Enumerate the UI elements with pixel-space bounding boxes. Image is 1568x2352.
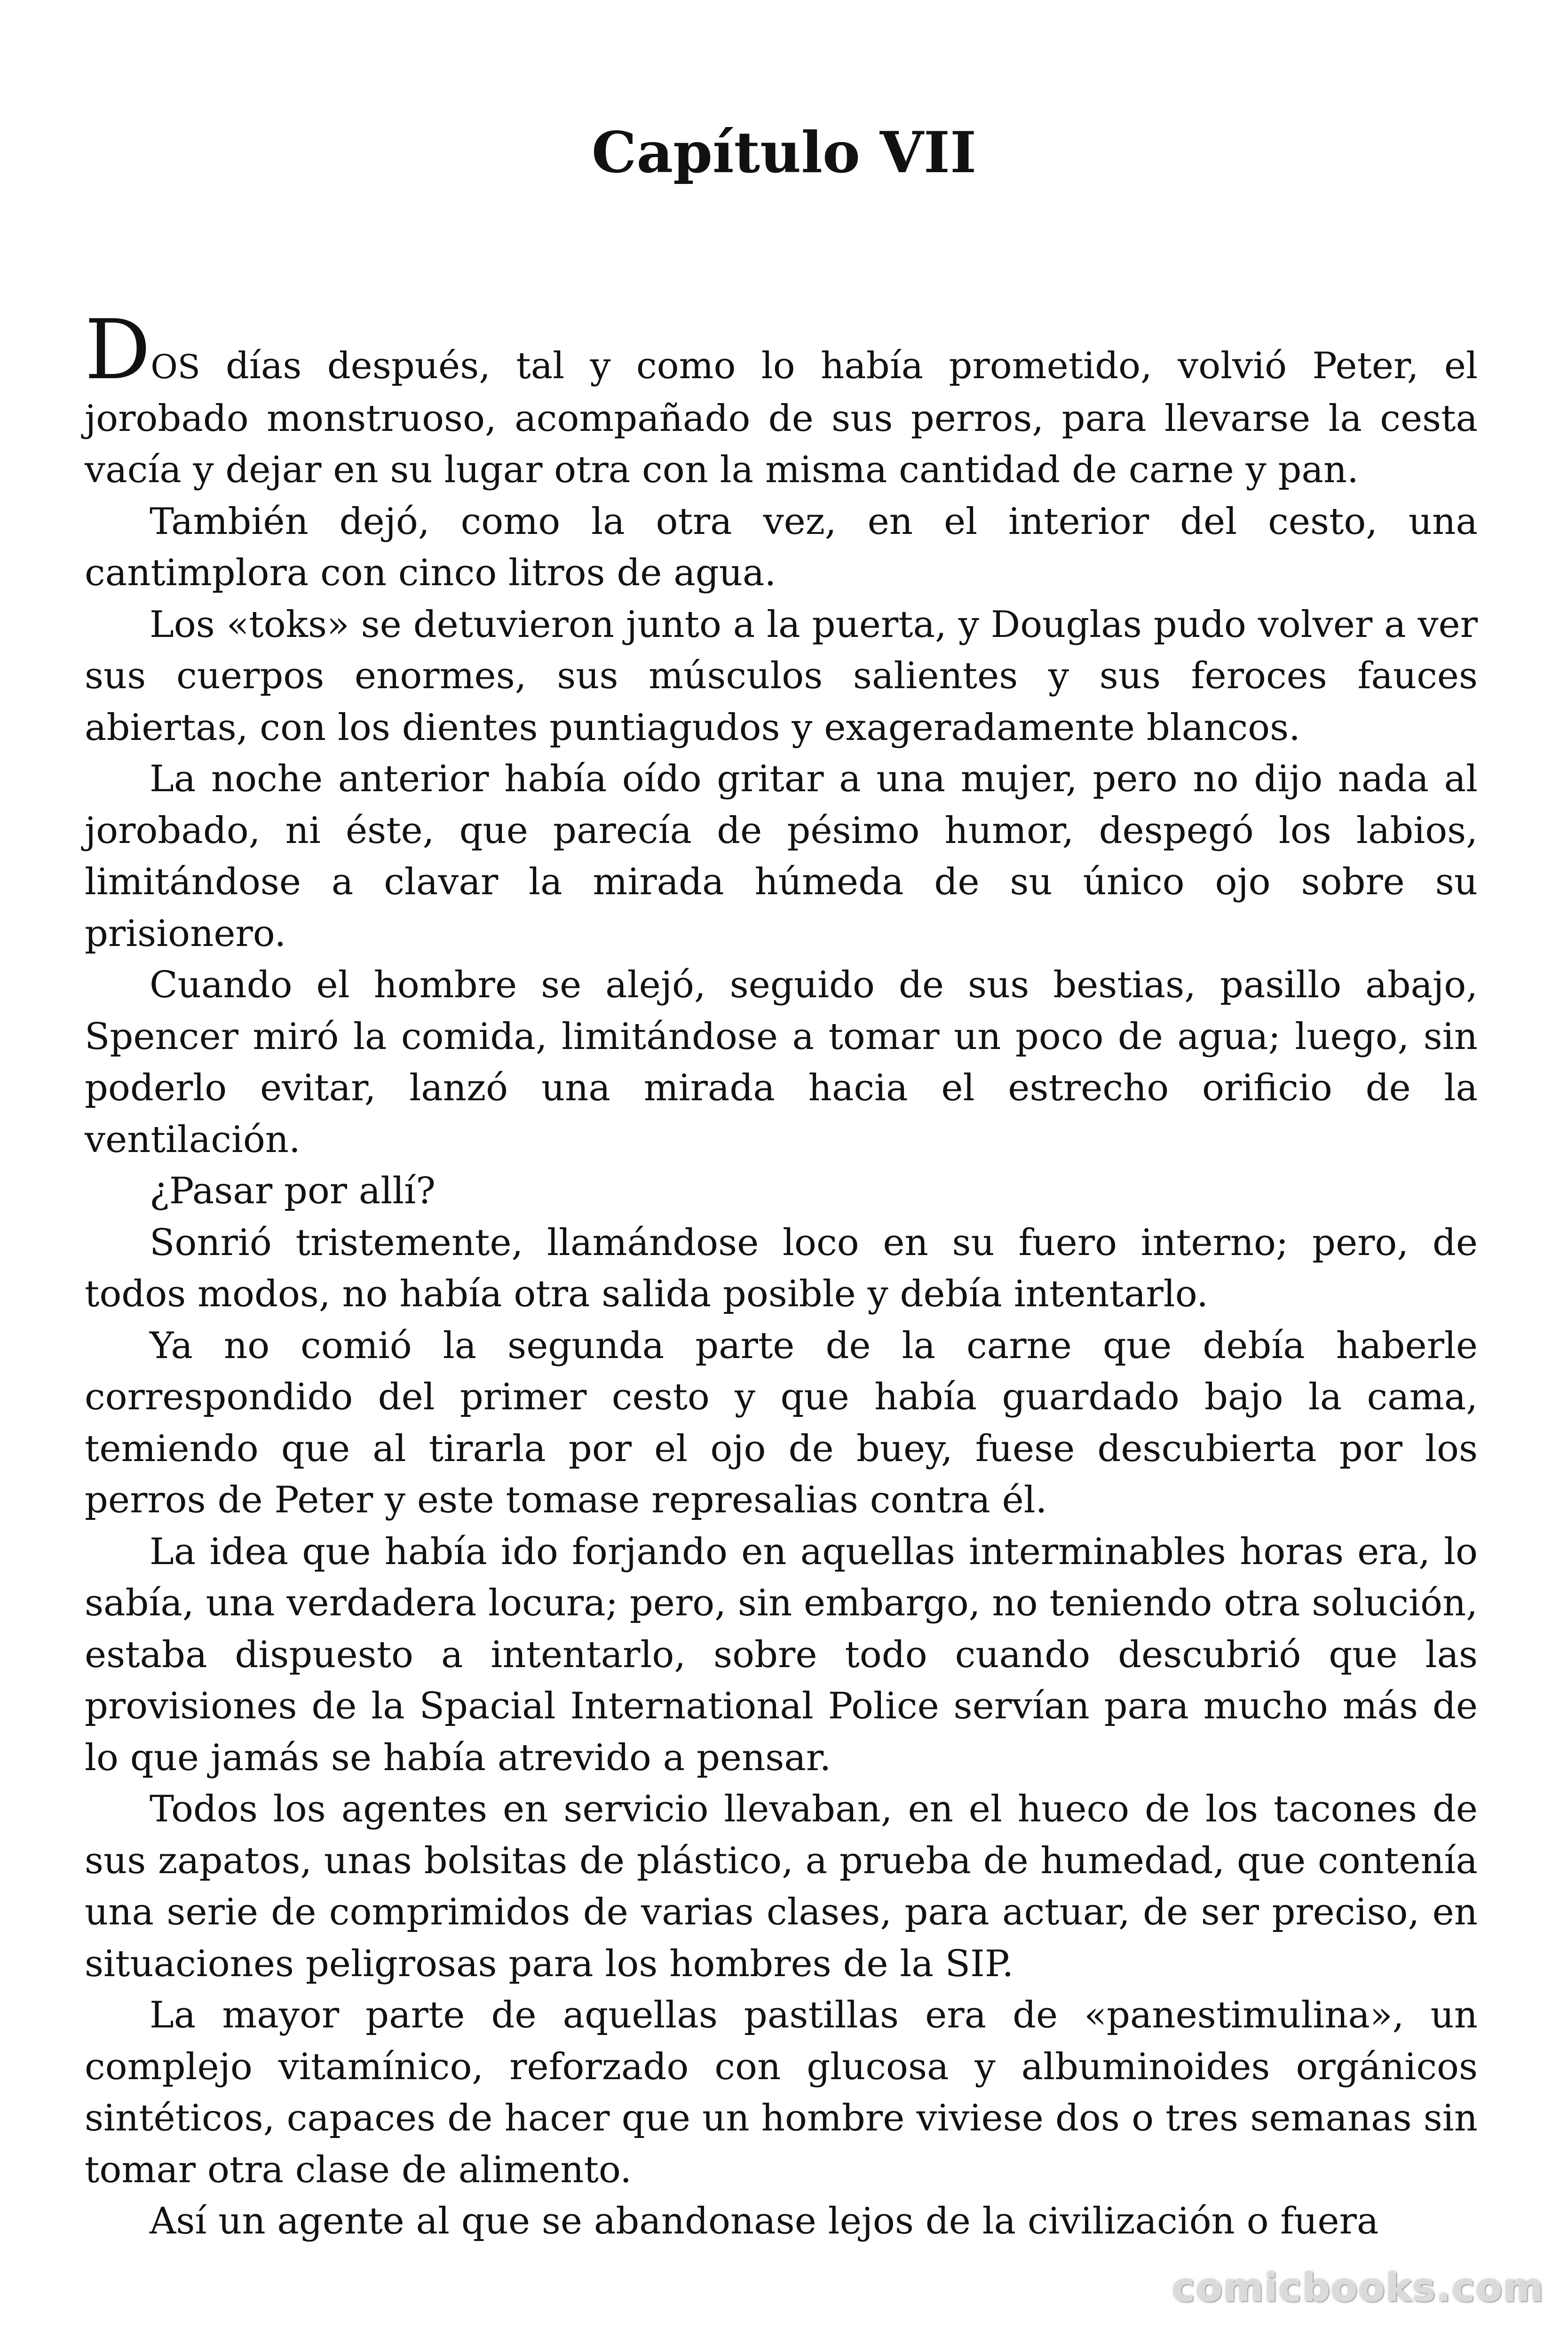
- chapter-body: [85, 302, 1478, 2248]
- drop-cap: D: [85, 302, 151, 398]
- small-caps-opening: OS: [150, 348, 200, 386]
- paragraph-4: La noche anterior había oído gritar a una mujer, pero no dijo nada al jorobado, ni éste, que parecía de pésimo humor, despegó los labios, limitándose a clavar la mirada húmeda de su único ojo sobre su prisionero.: [85, 758, 1478, 955]
- paragraph-12: Así un agente al que se abandonase lejos de la civilización o fuera: [150, 2200, 1379, 2242]
- paragraph-1: [85, 302, 1478, 496]
- paragraph-9: La idea que había ido forjando en aquellas interminables horas era, lo sabía, una verdadera locura; pero, sin embargo, no teniendo otra solución, estaba dispuesto a intentarlo, sobre todo cuando descubrió que las provisiones de la Spacial International Police servían para mucho más de lo que jamás se había atrevido a pensar.: [85, 1530, 1478, 1779]
- paragraph-10: Todos los agentes en servicio llevaban, en el hueco de los tacones de sus zapatos, unas bolsitas de plástico, a prueba de humedad, que contenía una serie de comprimidos de varias clases, para actuar, de ser preciso, en situaciones peligrosas para los hombres de la SIP.: [85, 1788, 1478, 1985]
- chapter-title: Capítulo VII: [591, 119, 977, 186]
- paragraph-1-text: días después, tal y como lo había prometido, volvió Peter, el jorobado monstruoso, acompañado de sus perros, para llevarse la cesta vacía y dejar en su lugar otra con la misma cantidad de carne y pan.: [85, 345, 1478, 491]
- paragraph-11: La mayor parte de aquellas pastillas era de «panestimulina», un complejo vitamínico, reforzado con glucosa y albuminoides orgánicos sintéticos, capaces de hacer que un hombre viviese dos o tres semanas sin tomar otra clase de alimento.: [85, 1994, 1478, 2191]
- paragraph-7: Sonrió tristemente, llamándose loco en su fuero interno; pero, de todos modos, no había otra salida posible y debía intentarlo.: [85, 1221, 1478, 1315]
- paragraph-2: También dejó, como la otra vez, en el interior del cesto, una cantimplora con cinco litros de agua.: [85, 500, 1478, 594]
- site-watermark: comicbooks.com: [1172, 2266, 1544, 2311]
- paragraph-5: Cuando el hombre se alejó, seguido de sus bestias, pasillo abajo, Spencer miró la comida, limitándose a tomar un poco de agua; luego, sin poderlo evitar, lanzó una mirada hacia el estrecho orificio de la ventilación.: [85, 964, 1478, 1161]
- paragraph-6: ¿Pasar por allí?: [150, 1170, 436, 1212]
- paragraph-3: Los «toks» se detuvieron junto a la puerta, y Douglas pudo volver a ver sus cuerpos enormes, sus músculos salientes y sus feroces fauces abiertas, con los dientes puntiagudos y exageradamente blancos.: [85, 603, 1478, 749]
- paragraph-8: Ya no comió la segunda parte de la carne que debía haberle correspondido del primer cesto y que había guardado bajo la cama, temiendo que al tirarla por el ojo de buey, fuese descubierta por los perros de Peter y este tomase represalias contra él.: [85, 1324, 1478, 1521]
